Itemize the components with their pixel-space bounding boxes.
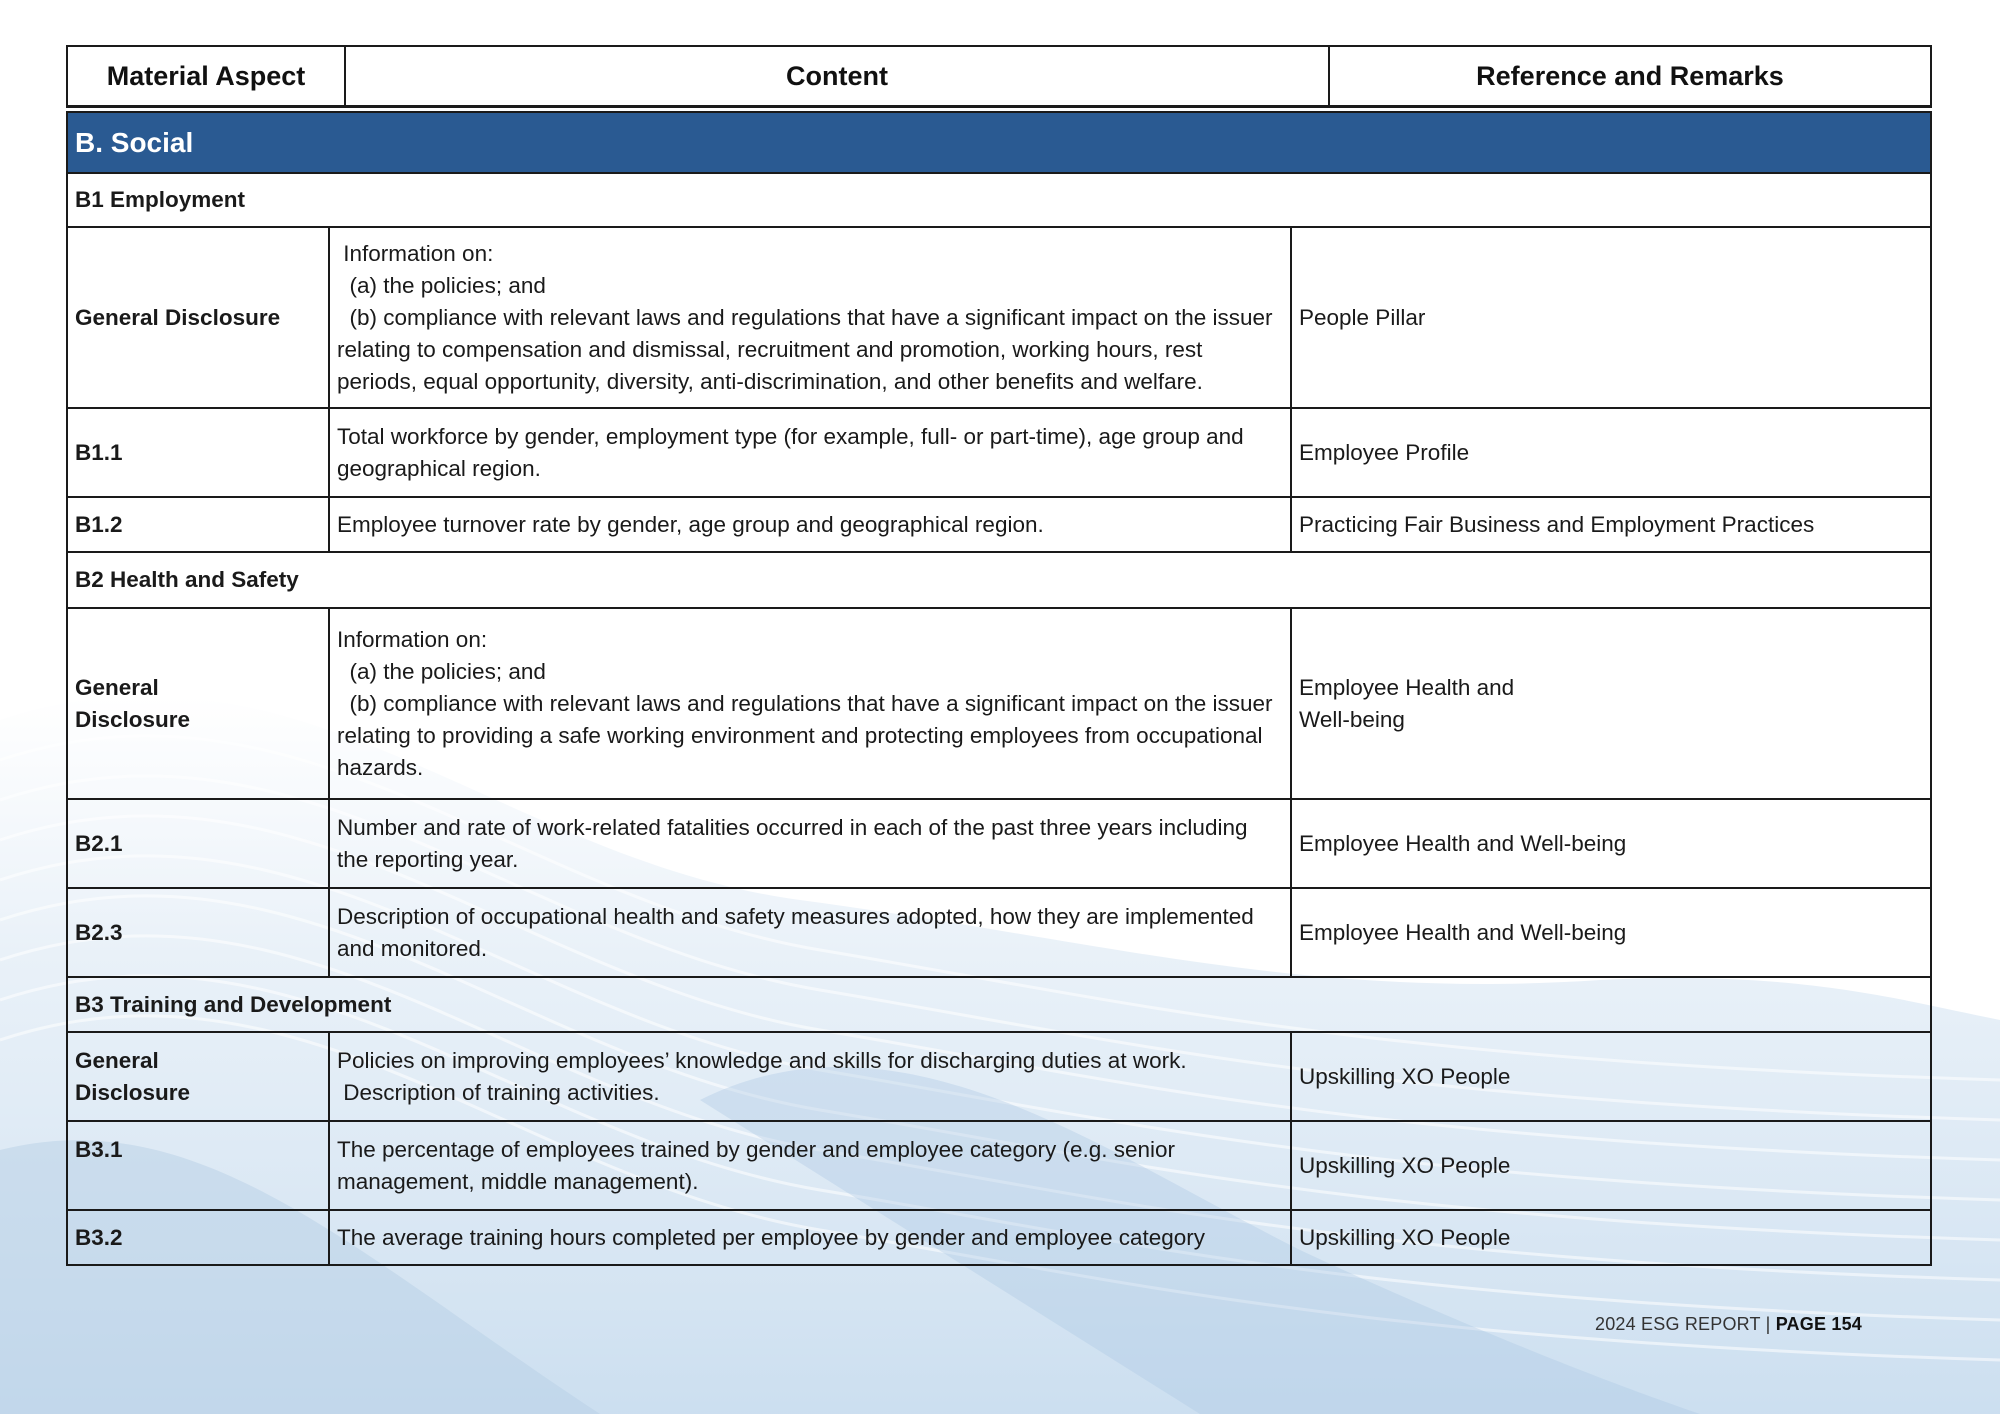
- content-line: Information on:: [337, 240, 494, 266]
- reference-cell: Upskilling XO People: [1291, 1121, 1931, 1210]
- aspect-cell: B1.2: [67, 497, 329, 552]
- content-line: (a) the policies; and: [337, 658, 546, 684]
- content-cell: [329, 608, 1291, 799]
- reference-cell: Upskilling XO People: [1291, 1210, 1931, 1265]
- aspect-label: General Disclosure: [75, 1047, 191, 1105]
- aspect-cell: General Disclosure: [67, 227, 329, 408]
- header-reference-remarks: Reference and Remarks: [1328, 47, 1930, 105]
- group-row: [67, 977, 1931, 1032]
- esg-index-table: [66, 111, 1932, 1266]
- content-line: (a) the policies; and: [337, 272, 546, 298]
- reference-cell: Employee Health and Well-being: [1291, 888, 1931, 977]
- footer-report-label: 2024 ESG REPORT |: [1594, 1314, 1776, 1334]
- aspect-cell: [67, 1032, 329, 1121]
- section-row: [67, 112, 1931, 173]
- content-cell: Description of occupational health and safety measures adopted, how they are implemented and monitored.: [329, 888, 1291, 977]
- content-line: (b) compliance with relevant laws and regulations that have a significant impact on the issuer relating to providing a safe working environment and protecting employees from occupational hazards.: [337, 690, 1279, 780]
- content-line: Policies on improving employees’ knowledge and skills for discharging duties at work.: [337, 1047, 1187, 1073]
- content-line: Information on:: [337, 626, 488, 652]
- reference-cell: Upskilling XO People: [1291, 1032, 1931, 1121]
- group-row: [67, 173, 1931, 227]
- content-cell: The percentage of employees trained by gender and employee category (e.g. senior management, middle management).: [329, 1121, 1291, 1210]
- aspect-cell: B2.1: [67, 799, 329, 888]
- table-row: [67, 227, 1931, 408]
- table-row: [67, 608, 1931, 799]
- table-row: [67, 1121, 1931, 1210]
- page-footer: [1595, 1314, 1862, 1335]
- table-row: [67, 1032, 1931, 1121]
- aspect-label: General Disclosure: [75, 674, 191, 732]
- aspect-cell: B3.1: [67, 1121, 329, 1210]
- content-cell: Total workforce by gender, employment type (for example, full- or part-time), age group and geographical region.: [329, 408, 1291, 497]
- content-line: Description of training activities.: [337, 1079, 660, 1105]
- reference-cell: Practicing Fair Business and Employment Practices: [1291, 497, 1931, 552]
- aspect-cell: B2.3: [67, 888, 329, 977]
- reference-cell: Employee Profile: [1291, 408, 1931, 497]
- reference-cell: People Pillar: [1291, 227, 1931, 408]
- table-row: [67, 408, 1931, 497]
- header-content: Content: [344, 47, 1328, 105]
- group-title: B3 Training and Development: [67, 977, 1931, 1032]
- table-row: [67, 888, 1931, 977]
- group-title: B2 Health and Safety: [67, 552, 1931, 608]
- table-row: [67, 799, 1931, 888]
- table-row: [67, 497, 1931, 552]
- reference-cell: [1291, 608, 1931, 799]
- header-material-aspect: Material Aspect: [106, 60, 306, 91]
- group-row: [67, 552, 1931, 608]
- table-header: [66, 45, 1932, 108]
- content-cell: The average training hours completed per employee by gender and employee category: [329, 1210, 1291, 1265]
- reference-label: Employee Health and Well-being: [1299, 674, 1515, 732]
- content-cell: [329, 1032, 1291, 1121]
- group-title: B1 Employment: [67, 173, 1931, 227]
- content-cell: [329, 227, 1291, 408]
- aspect-cell: [67, 608, 329, 799]
- footer-page-number: PAGE 154: [1775, 1314, 1862, 1334]
- reference-cell: Employee Health and Well-being: [1291, 799, 1931, 888]
- content-cell: Employee turnover rate by gender, age group and geographical region.: [329, 497, 1291, 552]
- content-line: (b) compliance with relevant laws and regulations that have a significant impact on the issuer relating to compensation and dismissal, recruitment and promotion, working hours, rest periods, equal opportunity, diversity, anti-discrimination, and other benefits and welfare.: [337, 304, 1279, 394]
- section-title: B. Social: [67, 112, 1931, 173]
- aspect-cell: B3.2: [67, 1210, 329, 1265]
- aspect-cell: B1.1: [67, 408, 329, 497]
- content-cell: Number and rate of work-related fatalities occurred in each of the past three years including the reporting year.: [329, 799, 1291, 888]
- table-row: [67, 1210, 1931, 1265]
